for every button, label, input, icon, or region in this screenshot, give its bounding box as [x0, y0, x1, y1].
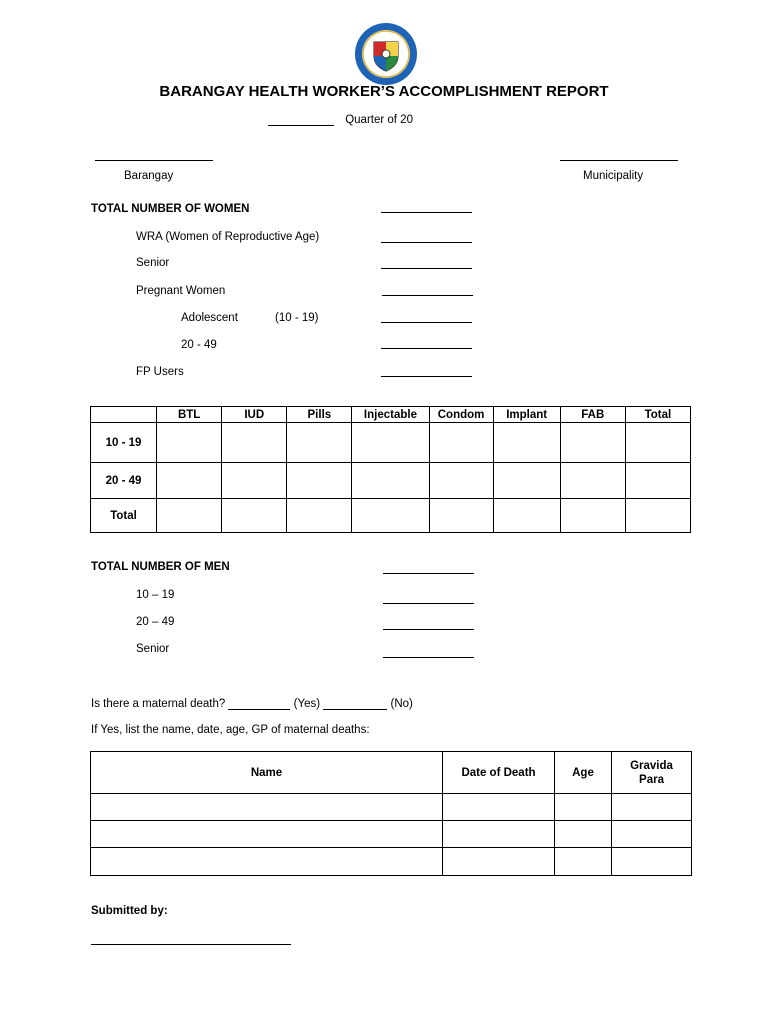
table-cell[interactable]: [222, 463, 287, 499]
table-cell[interactable]: [560, 499, 625, 533]
table-cell[interactable]: [429, 423, 493, 463]
table-cell[interactable]: [352, 499, 429, 533]
barangay-label: Barangay: [124, 170, 174, 182]
maternal-yes-label: (Yes): [293, 698, 321, 710]
table-cell[interactable]: [222, 423, 287, 463]
fp-col-fab: FAB: [560, 407, 625, 423]
table-cell[interactable]: [443, 821, 555, 848]
barangay-blank[interactable]: [95, 160, 213, 161]
adolescent-blank[interactable]: [381, 322, 472, 323]
submitted-by-label: Submitted by:: [91, 905, 168, 917]
pregnant-women-label: Pregnant Women: [136, 285, 226, 297]
maternal-no-blank[interactable]: [323, 697, 387, 710]
fp-col-condom: Condom: [429, 407, 493, 423]
municipality-blank[interactable]: [560, 160, 678, 161]
women-total-blank[interactable]: [381, 212, 472, 213]
men-senior-blank[interactable]: [383, 657, 474, 658]
women-heading: TOTAL NUMBER OF WOMEN: [91, 203, 250, 215]
table-cell[interactable]: [612, 821, 692, 848]
table-row: [91, 848, 692, 876]
quarter-label: Quarter of 20: [345, 114, 413, 126]
pregnant-women-blank[interactable]: [382, 295, 473, 296]
wra-blank[interactable]: [381, 242, 472, 243]
table-cell[interactable]: [352, 463, 429, 499]
table-cell[interactable]: [625, 423, 690, 463]
table-cell[interactable]: [612, 848, 692, 876]
maternal-deaths-table: [90, 751, 692, 876]
table-cell[interactable]: [443, 848, 555, 876]
table-cell[interactable]: [493, 423, 560, 463]
maternal-list-instruction: If Yes, list the name, date, age, GP of maternal deaths:: [91, 724, 370, 736]
report-title: BARANGAY HEALTH WORKER’S ACCOMPLISHMENT REPORT: [159, 83, 609, 100]
md-col-gravida-para: [612, 752, 692, 794]
men-20-49-blank[interactable]: [383, 629, 474, 630]
quarter-blank[interactable]: [268, 113, 334, 126]
table-cell[interactable]: [157, 423, 222, 463]
pregnant-20-49-label: 20 - 49: [181, 339, 217, 351]
fp-row-label: 20 - 49: [91, 463, 157, 499]
table-cell[interactable]: [157, 463, 222, 499]
table-cell[interactable]: [157, 499, 222, 533]
pregnant-20-49-blank[interactable]: [381, 348, 472, 349]
table-cell[interactable]: [429, 463, 493, 499]
table-cell[interactable]: [91, 794, 443, 821]
md-col-age: Age: [555, 752, 612, 794]
table-cell[interactable]: [560, 423, 625, 463]
senior-women-label: Senior: [136, 257, 170, 269]
fp-users-blank[interactable]: [381, 376, 472, 377]
md-col-para: Para: [639, 773, 664, 786]
md-col-date-of-death: Date of Death: [443, 752, 555, 794]
fp-methods-table: [90, 406, 691, 533]
maternal-no-label: (No): [390, 698, 413, 710]
men-10-19-blank[interactable]: [383, 603, 474, 604]
table-cell[interactable]: [91, 821, 443, 848]
table-cell[interactable]: [555, 794, 612, 821]
fp-col-blank: [91, 407, 157, 423]
md-table-header-row: [91, 752, 692, 794]
men-20-49-label: 20 – 49: [136, 616, 175, 628]
fp-col-iud: IUD: [222, 407, 287, 423]
table-row: [91, 794, 692, 821]
table-row: [91, 463, 691, 499]
men-senior-label: Senior: [136, 643, 170, 655]
table-cell[interactable]: [493, 499, 560, 533]
table-cell[interactable]: [555, 848, 612, 876]
table-cell[interactable]: [429, 499, 493, 533]
wra-label: WRA (Women of Reproductive Age): [136, 231, 320, 243]
table-cell[interactable]: [555, 821, 612, 848]
md-col-name: Name: [91, 752, 443, 794]
fp-row-label: Total: [91, 499, 157, 533]
table-cell[interactable]: [352, 423, 429, 463]
men-total-blank[interactable]: [383, 573, 474, 574]
table-cell[interactable]: [287, 423, 352, 463]
table-cell[interactable]: [625, 463, 690, 499]
table-row: [91, 499, 691, 533]
men-heading: TOTAL NUMBER OF MEN: [91, 561, 230, 573]
men-10-19-label: 10 – 19: [136, 589, 175, 601]
fp-col-injectable: Injectable: [352, 407, 429, 423]
adolescent-label: Adolescent: [181, 312, 238, 324]
table-cell[interactable]: [560, 463, 625, 499]
maternal-yes-blank[interactable]: [228, 697, 290, 710]
table-cell[interactable]: [287, 499, 352, 533]
table-row: [91, 423, 691, 463]
table-cell[interactable]: [625, 499, 690, 533]
fp-col-implant: Implant: [493, 407, 560, 423]
fp-row-label: 10 - 19: [91, 423, 157, 463]
table-cell[interactable]: [443, 794, 555, 821]
table-cell[interactable]: [612, 794, 692, 821]
table-cell[interactable]: [222, 499, 287, 533]
maternal-question-text: Is there a maternal death?: [91, 698, 226, 710]
table-row: [91, 821, 692, 848]
municipal-seal-logo: [354, 22, 418, 86]
md-col-gravida: Gravida: [630, 759, 673, 772]
fp-users-label: FP Users: [136, 366, 184, 378]
maternal-death-question: [91, 697, 413, 710]
table-cell[interactable]: [287, 463, 352, 499]
table-cell[interactable]: [493, 463, 560, 499]
adolescent-range-label: (10 - 19): [275, 312, 319, 324]
fp-col-total: Total: [625, 407, 690, 423]
fp-col-pills: Pills: [287, 407, 352, 423]
table-cell[interactable]: [91, 848, 443, 876]
fp-col-btl: BTL: [157, 407, 222, 423]
senior-women-blank[interactable]: [381, 268, 472, 269]
fp-table-header-row: [91, 407, 691, 423]
submitted-by-blank[interactable]: [91, 944, 291, 945]
municipality-label: Municipality: [583, 170, 644, 182]
quarter-line: [268, 113, 413, 126]
